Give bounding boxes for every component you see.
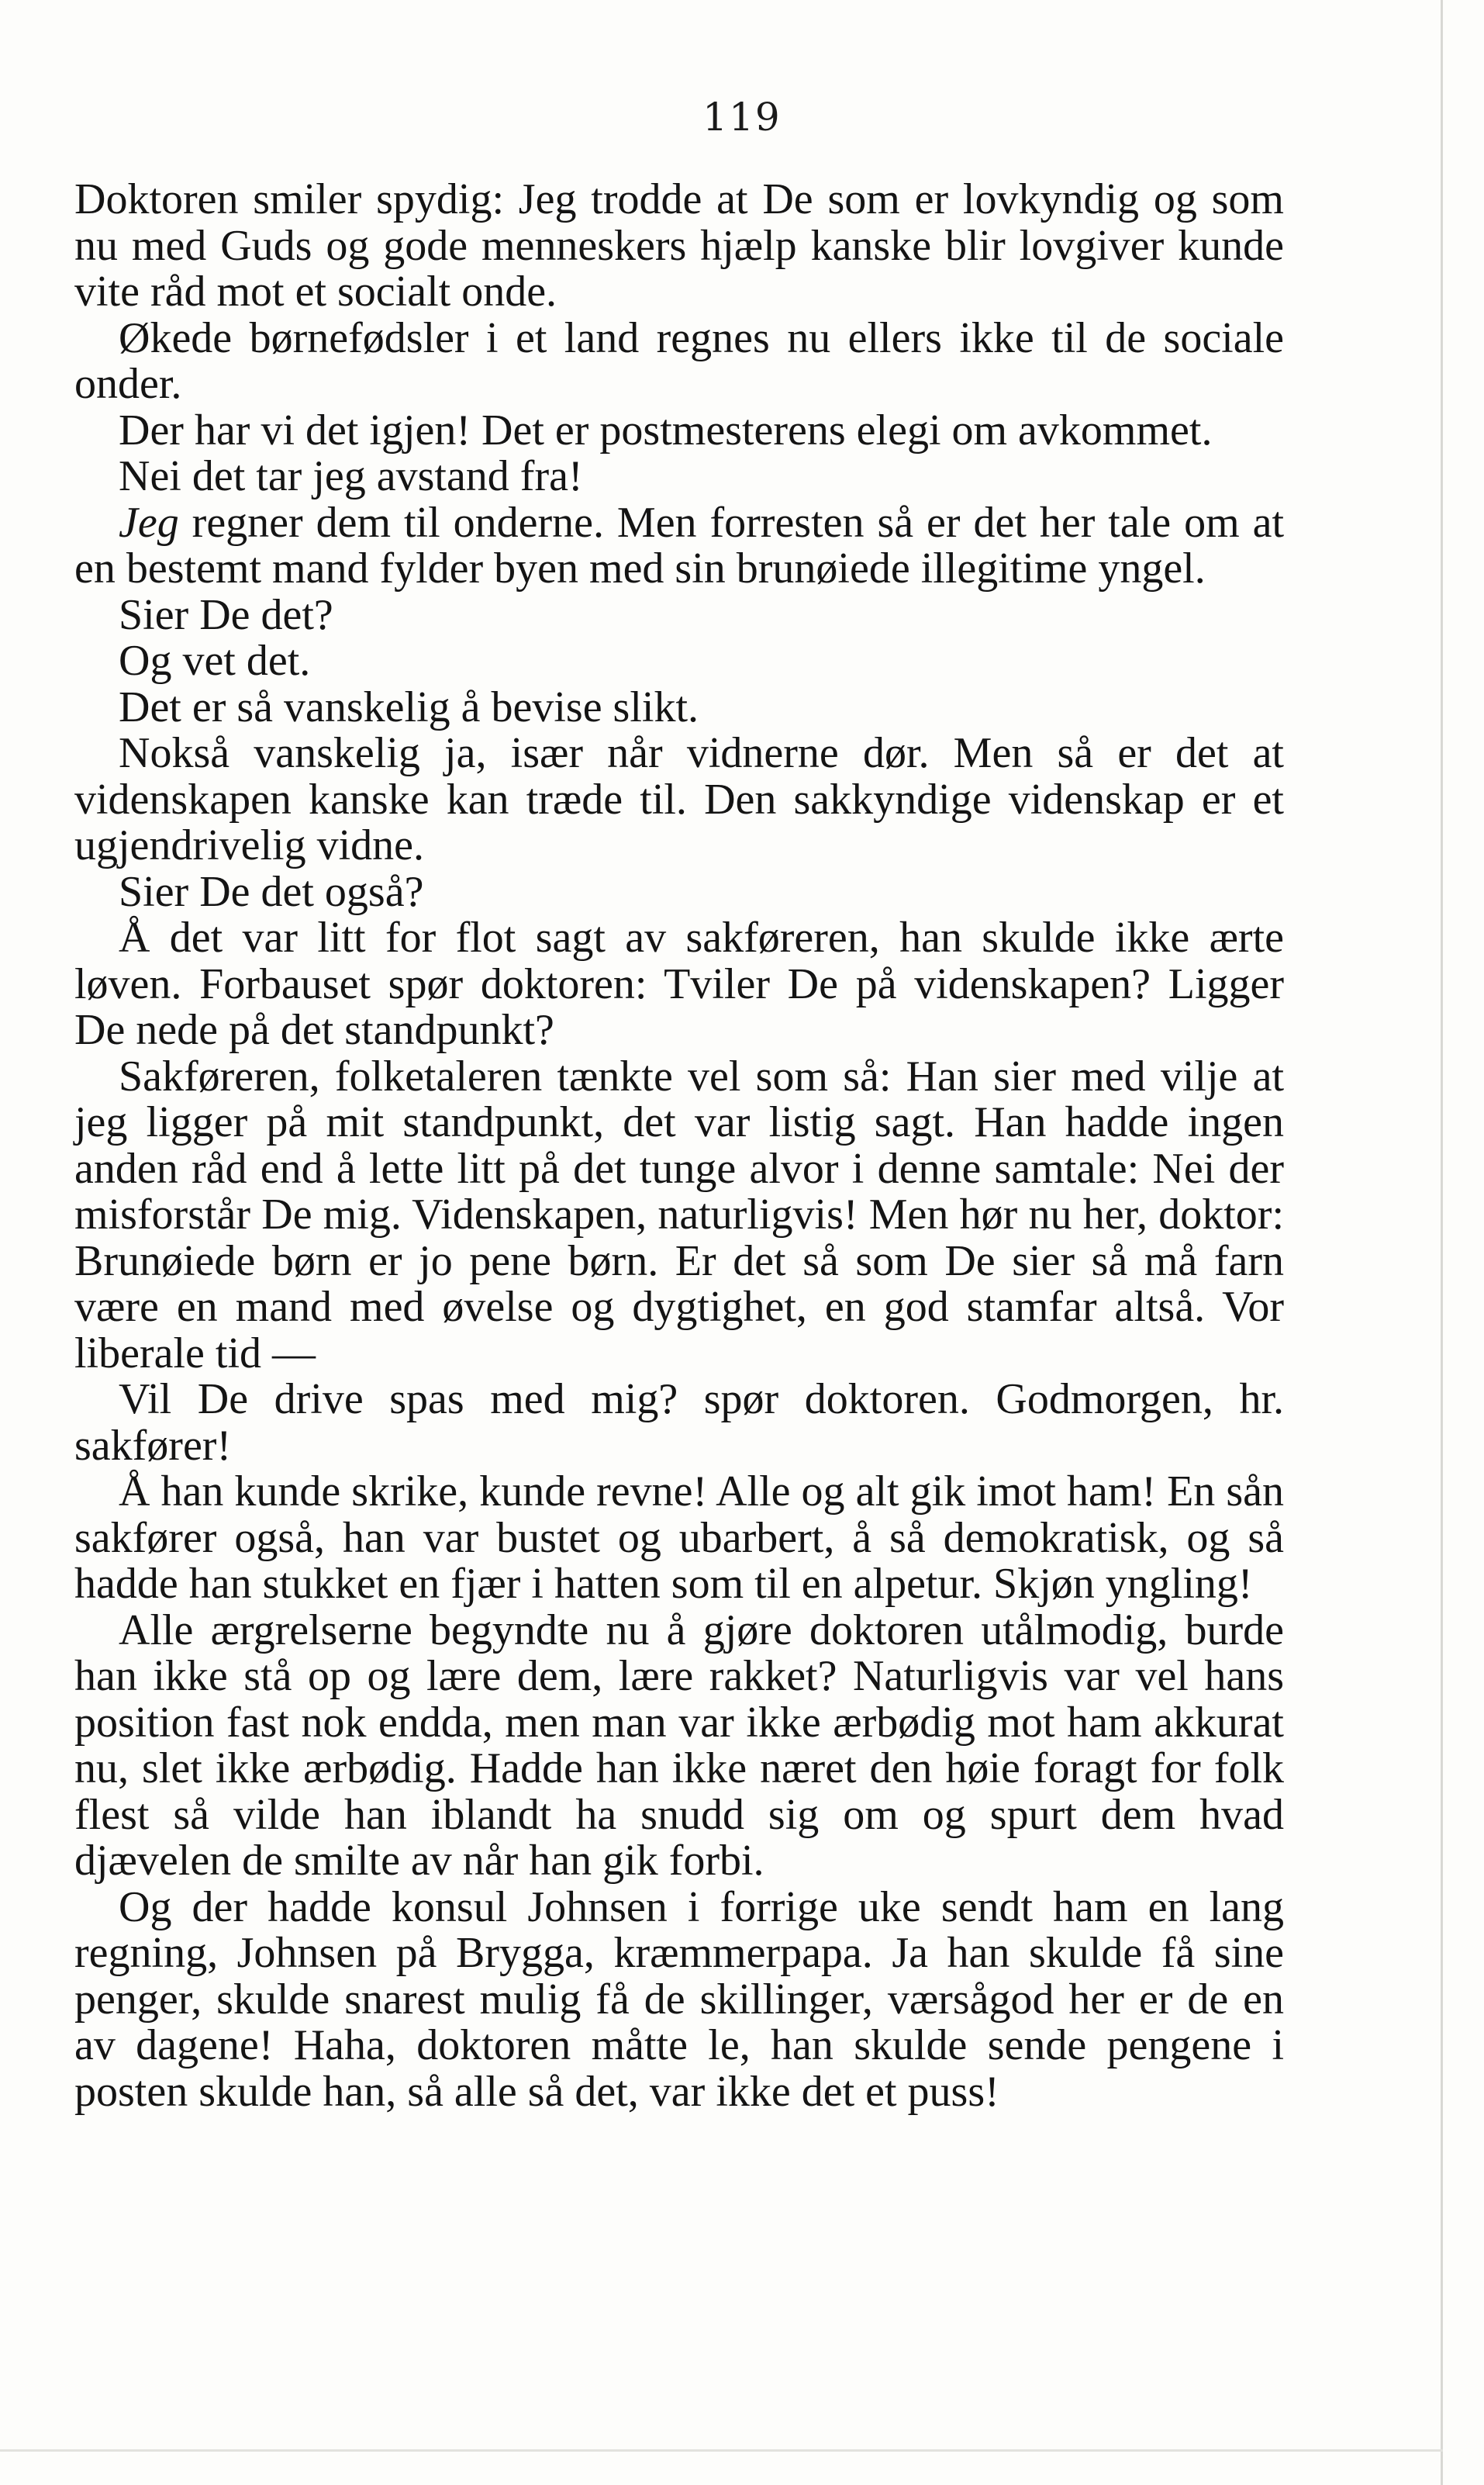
emphasized-word: Jeg	[119, 498, 179, 547]
paragraph: Sier De det også?	[119, 867, 424, 916]
paragraph: Og vet det.	[119, 637, 311, 685]
paragraph: Nei det tar jeg avstand fra!	[119, 452, 583, 500]
paragraph: Doktoren smiler spydig: Jeg trodde at De som er lovkyndig og som nu med Guds og gode menneskers hjælp kanske blir lovgiver kunde vite råd mot et socialt onde.	[74, 175, 1284, 316]
paragraph	[74, 500, 1284, 593]
paragraph: Økede børnefødsler i et land regnes nu ellers ikke til de sociale onder.	[74, 313, 1284, 408]
paragraph: Og der hadde konsul Johnsen i forrige uke sendt ham en lang regning, Johnsen på Brygga, kræmmerpapa. Ja han skulde få sine penger, skulde snarest mulig få de skillinger, værsågod her er de en av dagene! Haha, doktoren måtte le, han skulde sende pengene i posten skulde han, så alle så det, var ikke det et puss!	[74, 1882, 1284, 2116]
page-edge-right	[1441, 0, 1443, 2485]
paragraph: Det er så vanskelig å bevise slikt.	[119, 683, 699, 731]
paragraph-text: regner dem til onderne. Men forresten så er det her tale om at en bestemt mand fylder byen med sin brunøiede illegitime yngel.	[74, 498, 1284, 593]
paragraph: Der har vi det igjen! Det er postmesterens elegi om avkommet.	[119, 406, 1213, 454]
paragraph: Å han kunde skrike, kunde revne! Alle og alt gik imot ham! En sån sakfører også, han var bustet og ubarbert, å så demokratisk, og så hadde han stukket en fjær i hatten som til en alpetur. Skjøn yngling!	[74, 1467, 1284, 1608]
paragraph: Nokså vanskelig ja, især når vidnerne dør. Men så er det at videnskapen kanske kan træde til. Den sakkyndige videnskap er et ugjendrivelig vidne.	[74, 729, 1284, 869]
page-edge-bottom	[0, 2449, 1443, 2452]
paragraph: Sier De det?	[119, 590, 333, 639]
paragraph: Vil De drive spas med mig? spør doktoren. Godmorgen, hr. sakfører!	[74, 1375, 1284, 1470]
body-text	[74, 177, 1284, 2115]
paragraph: Alle ærgrelserne begyndte nu å gjøre doktoren utålmodig, burde han ikke stå op og lære dem, lære rakket? Naturligvis var vel hans position fast nok endda, men man var ikke ærbødig mot ham akkurat nu, slet ikke ærbødig. Hadde han ikke næret den høie foragt for folk flest så vilde han iblandt ha snudd sig om og spurt dem hvad djævelen de smilte av når han gik forbi.	[74, 1605, 1284, 1885]
paragraph: Sakføreren, folketaleren tænkte vel som så: Han sier med vilje at jeg ligger på mit standpunkt, det var listig sagt. Han hadde ingen anden råd end å lette litt på det tunge alvor i denne samtale: Nei der misforstår De mig. Videnskapen, naturligvis! Men hør nu her, doktor: Brunøiede børn er jo pene børn. Er det så som De sier så må farn være en mand med øvelse og dygtighet, en god stamfar altså. Vor liberale tid —	[74, 1052, 1284, 1377]
page-number: 119	[702, 95, 782, 140]
paragraph: Å det var litt for flot sagt av sakføreren, han skulde ikke ærte løven. Forbauset spør doktoren: Tviler De på videnskapen? Ligger De nede på det standpunkt?	[74, 914, 1284, 1054]
